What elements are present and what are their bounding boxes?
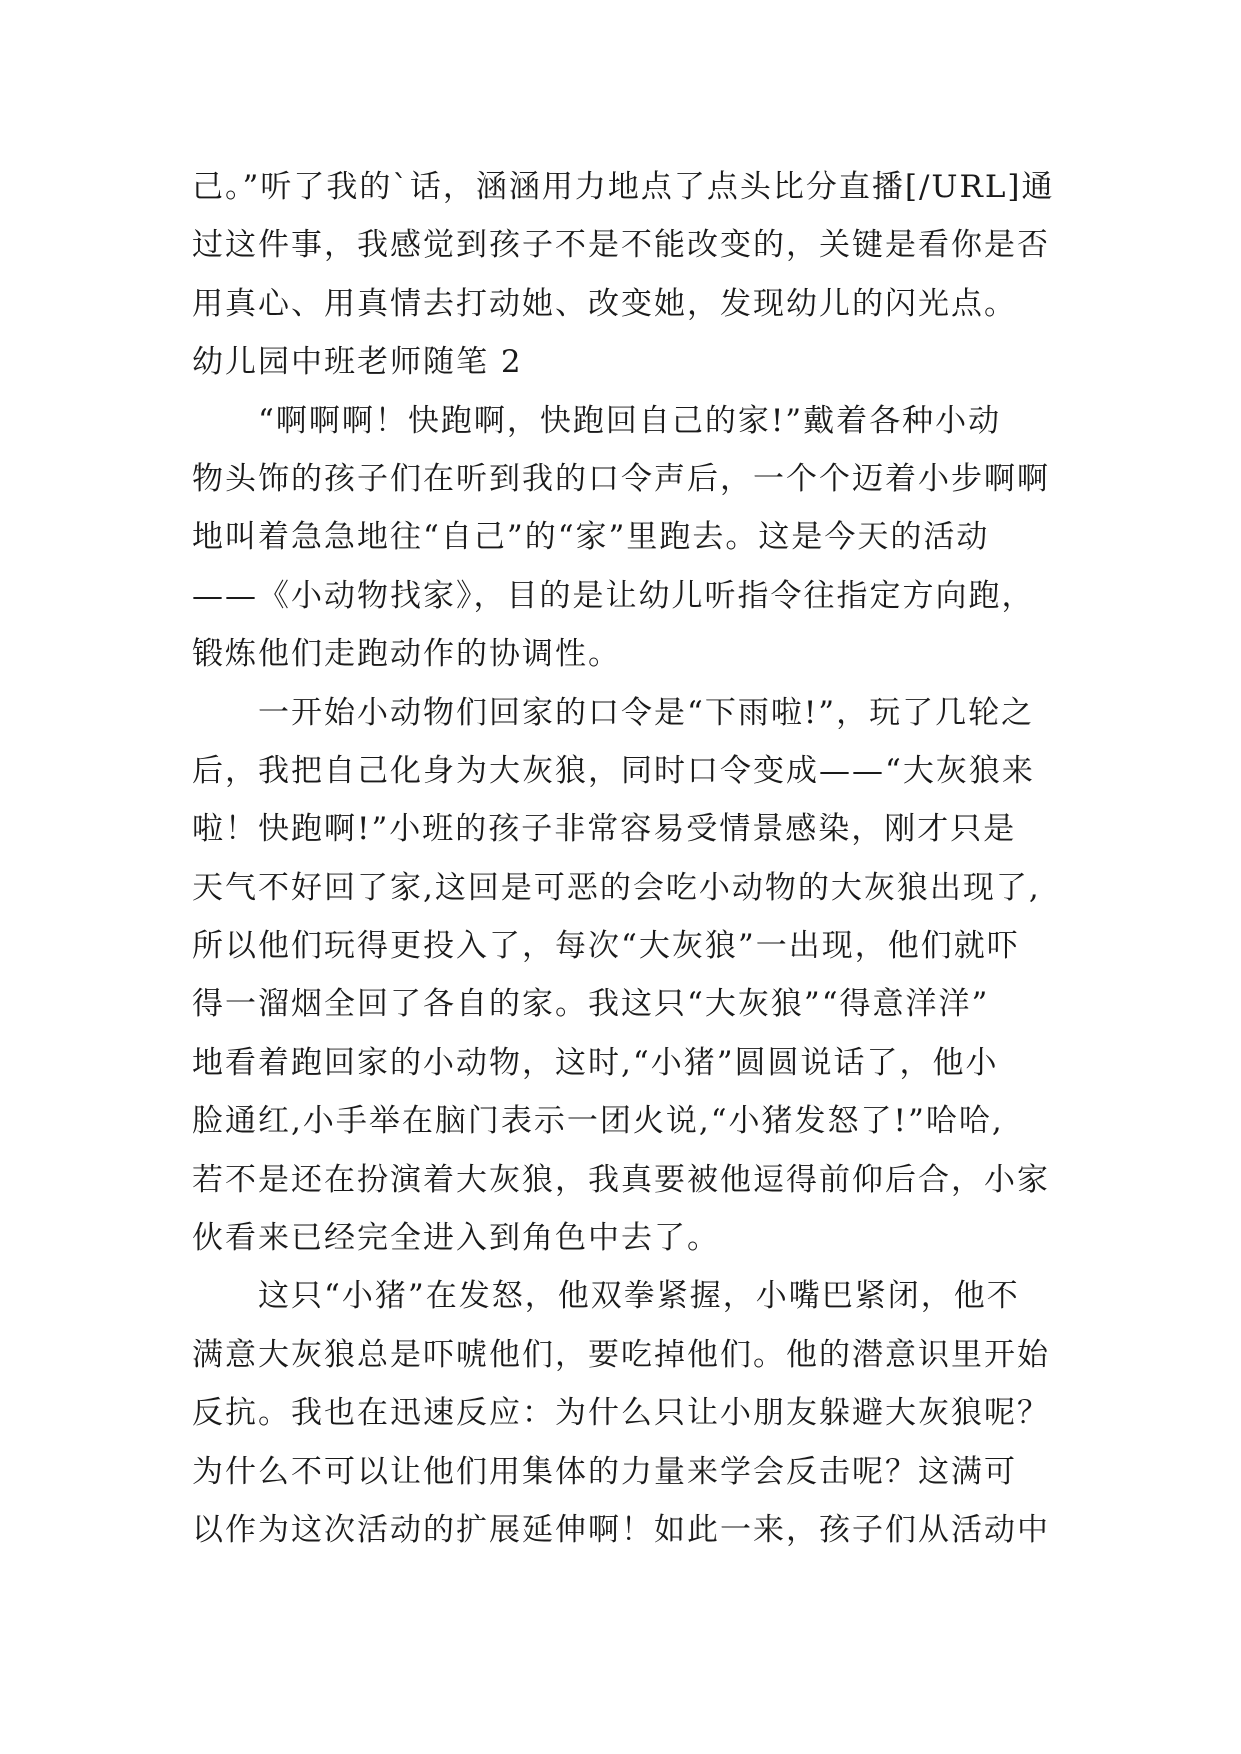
text-line: 为什么不可以让他们用集体的力量来学会反击呢？这满可 (192, 1453, 1017, 1490)
text-line: 后，我把自己化身为大灰狼，同时口令变成——“大灰狼来 (192, 752, 1035, 789)
paragraph-first-line: 这只“小猪”在发怒，他双拳紧握，小嘴巴紧闭，他不 (258, 1278, 1020, 1315)
text-line: 物头饰的孩子们在听到我的口令声后，一个个迈着小步啊啊 (192, 460, 1050, 497)
text-line: 满意大灰狼总是吓唬他们，要吃掉他们。他的潜意识里开始 (192, 1336, 1050, 1373)
text-line: 天气不好回了家,这回是可恶的会吃小动物的大灰狼出现了, (192, 869, 1041, 906)
text-line: 所以他们玩得更投入了，每次“大灰狼”一出现，他们就吓 (192, 928, 1020, 965)
text-line: 地叫着急急地往“自己”的“家”里跑去。这是今天的活动 (192, 519, 990, 556)
text-line: 伙看来已经完全进入到角色中去了。 (192, 1220, 720, 1257)
text-line: 过这件事，我感觉到孩子不是不能改变的，关键是看你是否 (192, 227, 1050, 264)
text-line: 反抗。我也在迅速反应：为什么只让小朋友躲避大灰狼呢？ (192, 1395, 1050, 1432)
text-line: 锻炼他们走跑动作的协调性。 (192, 636, 621, 673)
document-body (192, 158, 1072, 1559)
text-line: 脸通红,小手举在脑门表示一团火说,“小猪发怒了!”哈哈, (192, 1103, 1004, 1140)
text-line: 用真心、用真情去打动她、改变她，发现幼儿的闪光点。 (192, 285, 1017, 322)
text-line: 己。”听了我的`话，涵涵用力地点了点头比分直播[/URL]通 (192, 169, 1055, 205)
text-line: 若不是还在扮演着大灰狼，我真要被他逗得前仰后合，小家 (192, 1161, 1050, 1198)
text-line: 啦！快跑啊!”小班的孩子非常容易受情景感染，刚才只是 (192, 811, 1017, 848)
paragraph-first-line: 一开始小动物们回家的口令是“下雨啦!”，玩了几轮之 (258, 694, 1035, 731)
paragraph-first-line: “啊啊啊！快跑啊，快跑回自己的家!”戴着各种小动 (258, 402, 1002, 439)
text-line: 得一溜烟全回了各自的家。我这只“大灰狼”“得意洋洋” (192, 986, 990, 1023)
text-line: ——《小动物找家》，目的是让幼儿听指令往指定方向跑， (192, 577, 1035, 614)
section-heading: 幼儿园中班老师随笔 2 (192, 344, 523, 381)
text-line: 地看着跑回家的小动物，这时,“小猪”圆圆说话了，他小 (192, 1044, 999, 1081)
text-line: 以作为这次活动的扩展延伸啊！如此一来，孩子们从活动中 (192, 1511, 1050, 1548)
